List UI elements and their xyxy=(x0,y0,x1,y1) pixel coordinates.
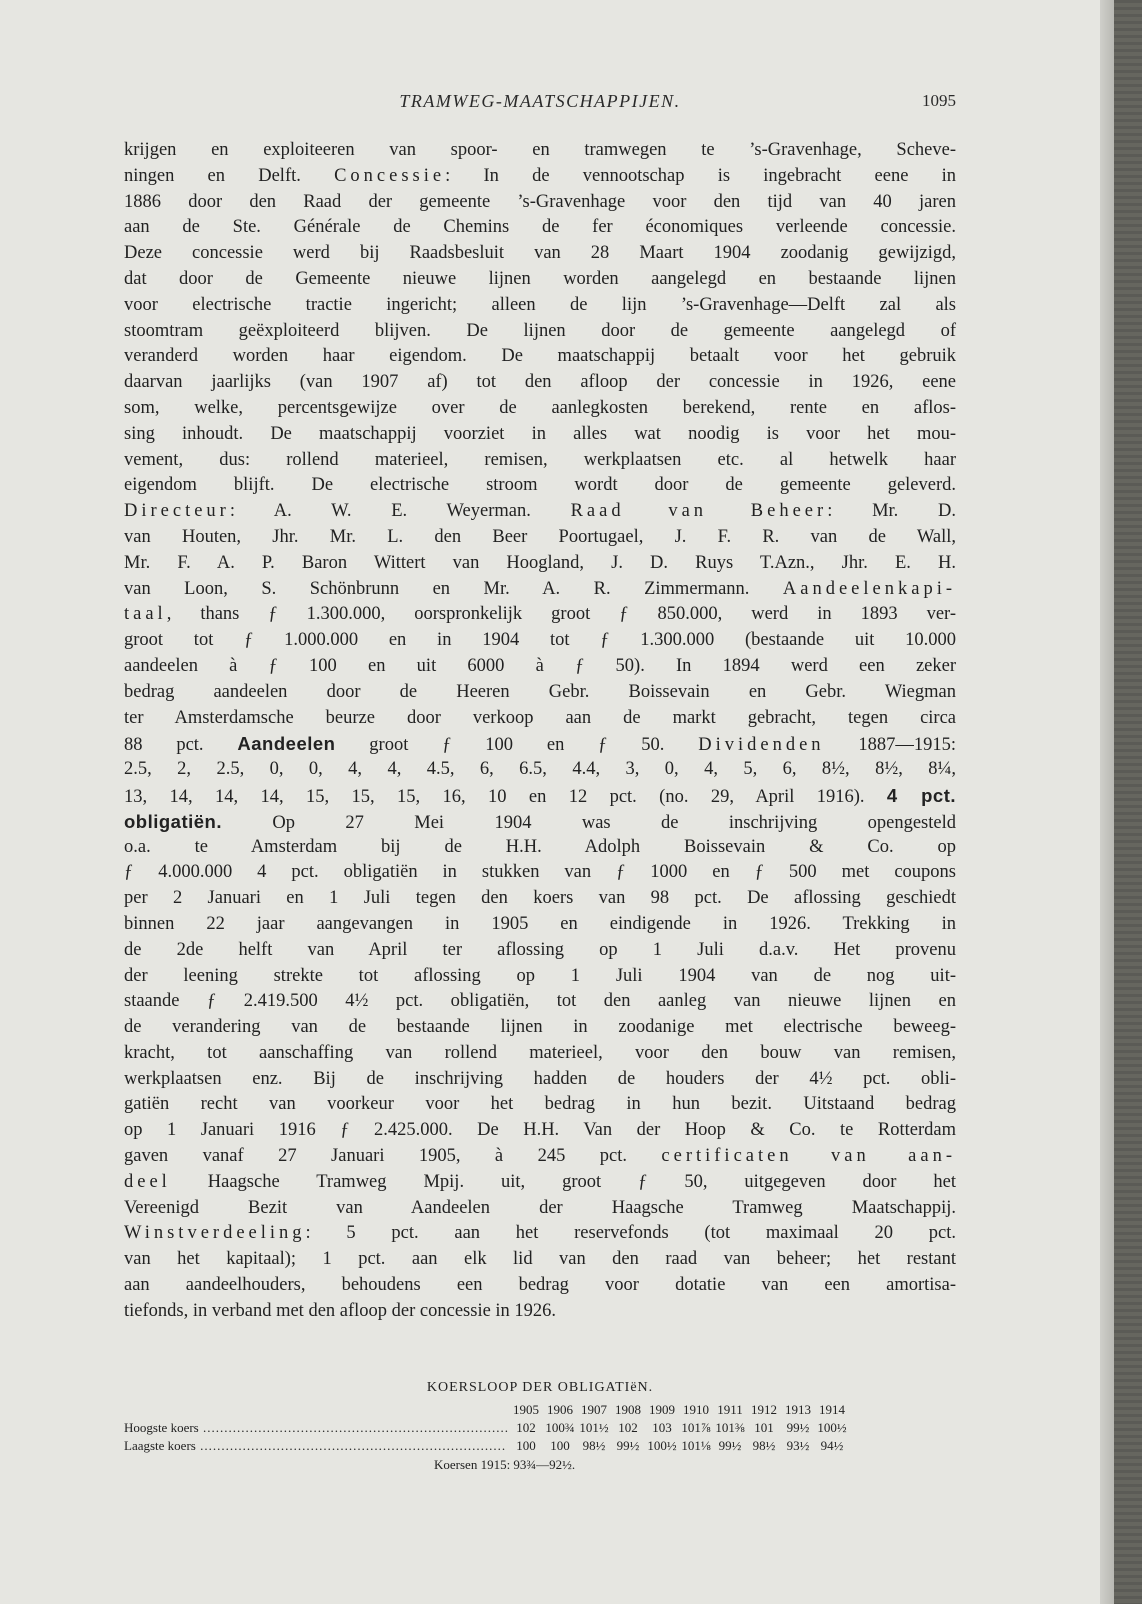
text-run: gatiën recht van voorkeur voor het bedrag in hun bezit. Uitstaand bedrag xyxy=(124,1094,956,1115)
text-run: vement, dus: rollend materieel, remisen, werkplaatsen etc. al hetwelk haar xyxy=(124,449,956,470)
text-line xyxy=(124,215,956,241)
text-line xyxy=(124,680,956,706)
text-line xyxy=(124,809,956,835)
text-run: gaven vanaf 27 Januari 1905, à 245 pct. xyxy=(124,1146,662,1167)
text-line xyxy=(124,344,956,370)
text-run: , thans ƒ 1.300.000, oorspronkelijk groot ƒ 850.000, werd in 1893 ver- xyxy=(166,604,956,625)
text-line xyxy=(124,551,956,577)
text-run: aan aandeelhouders, behoudens een bedrag voor dotatie van een amortisa- xyxy=(124,1275,956,1296)
table-cell: 101½ xyxy=(579,1420,609,1435)
text-run: kracht, tot aanschaffing van rollend materieel, voor den bouw van remisen, xyxy=(124,1042,956,1063)
text-run: staande ƒ 2.419.500 4½ pct. obligatiën, tot den aanleg van nieuwe lijnen en xyxy=(124,991,956,1012)
table-cell: 99½ xyxy=(718,1438,742,1453)
text-line xyxy=(124,938,956,964)
text-run: krijgen en exploiteeren van spoor- en tramwegen te ’s-Gravenhage, Scheve- xyxy=(124,140,956,160)
text-line xyxy=(124,1273,956,1299)
text-line xyxy=(124,190,956,216)
table-cell: 100½ xyxy=(817,1420,847,1435)
year-header: 1909 xyxy=(649,1402,675,1417)
text-line xyxy=(124,1221,956,1247)
text-run: 1887—1915: xyxy=(824,735,957,756)
koersloop-title: KOERSLOOP DER OBLIGATIëN. xyxy=(426,1380,654,1395)
year-header: 1905 xyxy=(513,1402,539,1417)
koersloop-table xyxy=(124,1402,849,1456)
text-run: 2.5, 2, 2.5, 0, 0, 4, 4, 4.5, 6, 6.5, 4.4, 3, 0, 4, 5, 6, 8½, 8½, 8¼, xyxy=(124,759,956,780)
table-cell: 101⅛ xyxy=(681,1438,711,1453)
row-label-text: Laagste koers xyxy=(124,1438,196,1453)
text-run: eigendom blijft. De electrische stroom wordt door de gemeente geleverd. xyxy=(124,475,956,496)
table-cell: 100½ xyxy=(647,1438,677,1453)
text-run: bedrag aandeelen door de Heeren Gebr. Boissevain en Gebr. Wiegman xyxy=(124,681,956,702)
leader-dots xyxy=(196,1438,506,1453)
table-row xyxy=(124,1438,849,1456)
text-run: van Houten, Jhr. Mr. L. den Beer Poortugael, J. F. R. van de Wall, xyxy=(124,526,956,547)
text-line xyxy=(124,783,956,809)
text-line xyxy=(124,525,956,551)
text-run: tiefonds, in verband met den afloop der concessie in 1926. xyxy=(124,1300,557,1321)
text-line xyxy=(124,654,956,680)
emphasis-text: certificaten van aan- xyxy=(661,1146,956,1167)
text-run: der leening strekte tot aflossing op 1 Juli 1904 van de nog uit- xyxy=(124,965,956,986)
text-line xyxy=(124,448,956,474)
emphasis-text: Aandeelen xyxy=(237,733,336,755)
year-header: 1908 xyxy=(615,1402,641,1417)
text-run: voor electrische tractie ingericht; alleen de lijn ’s-Gravenhage—Delft zal als xyxy=(124,294,956,315)
year-header: 1910 xyxy=(683,1402,709,1417)
text-line xyxy=(124,267,956,293)
text-run: binnen 22 jaar aangevangen in 1905 en eindigende in 1926. Trekking in xyxy=(124,913,956,934)
table-cell: 98½ xyxy=(582,1438,606,1453)
text-run: ningen en Delft. xyxy=(124,165,335,186)
table-cell: 102 xyxy=(516,1420,536,1435)
text-line xyxy=(124,577,956,603)
text-run: stoomtram geëxploiteerd blijven. De lijnen door de gemeente aangelegd of xyxy=(124,320,956,341)
koersloop-section xyxy=(124,1380,956,1473)
text-run: groot ƒ 100 en ƒ 50. xyxy=(335,735,699,756)
table-cell: 102 xyxy=(618,1420,638,1435)
text-line xyxy=(124,706,956,732)
text-line xyxy=(124,860,956,886)
text-run: Deze concessie werd bij Raadsbesluit van 28 Maart 1904 zoodanig gewijzigd, xyxy=(124,243,956,264)
text-run: o.a. te Amsterdam bij de H.H. Adolph Boissevain & Co. op xyxy=(124,836,956,857)
text-line xyxy=(124,422,956,448)
text-line xyxy=(124,473,956,499)
text-line xyxy=(124,989,956,1015)
text-run: de verandering van de bestaande lijnen in zoodanige met electrische beweeg- xyxy=(124,1017,956,1038)
text-line xyxy=(124,628,956,654)
year-header: 1906 xyxy=(547,1402,573,1417)
text-run: : Mr. D. xyxy=(827,501,957,522)
table-cell: 94½ xyxy=(820,1438,844,1453)
text-line xyxy=(124,293,956,319)
text-run: per 2 Januari en 1 Juli tegen den koers van 98 pct. De aflossing geschiedt xyxy=(124,888,956,909)
text-run: : 5 pct. aan het reservefonds (tot maximaal 20 pct. xyxy=(305,1223,956,1244)
koersloop-year-row xyxy=(124,1402,849,1420)
table-cell: 101 xyxy=(754,1420,774,1435)
text-line xyxy=(124,602,956,628)
text-run: 1886 door den Raad der gemeente ’s-Gravenhage voor den tijd van 40 jaren xyxy=(124,191,956,212)
emphasis-text: Raad van Beheer xyxy=(570,501,828,522)
table-row xyxy=(124,1420,849,1438)
text-run: groot tot ƒ 1.000.000 en in 1904 tot ƒ 1.300.000 (bestaande uit 10.000 xyxy=(124,630,956,651)
table-cell: 103 xyxy=(652,1420,672,1435)
text-line xyxy=(124,1015,956,1041)
table-cell: 99½ xyxy=(786,1420,810,1435)
text-line xyxy=(124,1170,956,1196)
table-cell: 101⅜ xyxy=(715,1420,745,1435)
text-run: van het kapitaal); 1 pct. aan elk lid van den raad van beheer; het restant xyxy=(124,1249,956,1270)
text-line xyxy=(124,1196,956,1222)
emphasis-text: Dividenden xyxy=(698,735,825,756)
koersloop-corner xyxy=(124,1402,509,1420)
text-run: van Loon, S. Schönbrunn en Mr. A. R. Zimmermann. xyxy=(124,578,783,599)
text-run: dat door de Gemeente nieuwe lijnen worden aangelegd en bestaande lijnen xyxy=(124,268,956,289)
text-line xyxy=(124,757,956,783)
running-title: TRAMWEG-MAATSCHAPPIJEN. xyxy=(399,91,681,111)
table-cell: 100 xyxy=(516,1438,536,1453)
emphasis-text: Winstverdeeling xyxy=(124,1223,306,1244)
text-run: som, welke, percentsgewijze over de aanlegkosten berekend, rente en aflos- xyxy=(124,397,956,418)
text-line xyxy=(124,1299,956,1325)
body-text xyxy=(124,138,956,1325)
text-line xyxy=(124,731,956,757)
text-line xyxy=(124,886,956,912)
text-line xyxy=(124,1118,956,1144)
emphasis-text: Aandeelenkapi- xyxy=(782,578,956,599)
text-run: sing inhoudt. De maatschappij voorziet in alles wat noodig is voor het mou- xyxy=(124,423,956,444)
year-header: 1914 xyxy=(819,1402,845,1417)
text-run: werkplaatsen enz. Bij de inschrijving hadden de houders der 4½ pct. obli- xyxy=(124,1068,956,1089)
table-cell: 100¾ xyxy=(545,1420,575,1435)
text-line xyxy=(124,319,956,345)
emphasis-text: Concessie xyxy=(334,165,446,186)
text-run: daarvan jaarlijks (van 1907 af) tot den afloop der concessie in 1926, eene xyxy=(124,372,956,393)
running-head xyxy=(124,91,956,115)
text-run: 13, 14, 14, 14, 15, 15, 15, 16, 10 en 12 pct. (no. 29, April 1916). xyxy=(124,786,887,807)
table-cell: 100 xyxy=(550,1438,570,1453)
text-run: Mr. F. A. P. Baron Wittert van Hoogland, J. D. Ruys T.Azn., Jhr. E. H. xyxy=(124,552,956,573)
text-run: ter Amsterdamsche beurze door verkoop aan de markt gebracht, tegen circa xyxy=(124,707,956,728)
year-header: 1912 xyxy=(751,1402,777,1417)
text-line xyxy=(124,1247,956,1273)
text-line xyxy=(124,396,956,422)
text-run: Op 27 Mei 1904 was de inschrijving opengesteld xyxy=(222,812,956,833)
text-line xyxy=(124,499,956,525)
text-line xyxy=(124,835,956,861)
year-header: 1907 xyxy=(581,1402,607,1417)
text-run: Haagsche Tramweg Mpij. uit, groot ƒ 50, uitgegeven door het xyxy=(170,1171,956,1192)
text-run: : In de vennootschap is ingebracht eene in xyxy=(445,165,957,186)
text-run: Vereenigd Bezit van Aandeelen der Haagsche Tramweg Maatschappij. xyxy=(124,1197,956,1218)
text-run: op 1 Januari 1916 ƒ 2.425.000. De H.H. Van der Hoop & Co. te Rotterdam xyxy=(124,1120,956,1141)
koersen-note: Koersen 1915: 93¾—92½. xyxy=(434,1457,576,1472)
row-label-text: Hoogste koers xyxy=(124,1420,199,1435)
emphasis-text: deel xyxy=(124,1171,171,1192)
emphasis-text: taal xyxy=(124,604,167,625)
emphasis-text: obligatiën. xyxy=(124,810,222,832)
table-cell: 93½ xyxy=(786,1438,810,1453)
row-label xyxy=(124,1420,509,1438)
emphasis-text: Directeur xyxy=(124,501,230,522)
book-spine xyxy=(1114,0,1142,1604)
text-run: ƒ 4.000.000 4 pct. obligatiën in stukken van ƒ 1000 en ƒ 500 met coupons xyxy=(124,862,956,883)
text-line xyxy=(124,1144,956,1170)
text-run: veranderd worden haar eigendom. De maatschappij betaalt voor het gebruik xyxy=(124,346,956,367)
page-number: 1095 xyxy=(922,91,956,110)
text-run: de 2de helft van April ter aflossing op 1 Juli d.a.v. Het provenu xyxy=(124,939,956,960)
text-line xyxy=(124,1067,956,1093)
table-cell: 101⅞ xyxy=(681,1420,711,1435)
year-header: 1911 xyxy=(717,1402,743,1417)
year-header: 1913 xyxy=(785,1402,811,1417)
text-run: 88 pct. xyxy=(124,735,238,756)
text-run: aan de Ste. Générale de Chemins de fer économiques verleende concessie. xyxy=(124,217,956,238)
text-run: aandeelen à ƒ 100 en uit 6000 à ƒ 50). In 1894 werd een zeker xyxy=(124,655,956,676)
text-line xyxy=(124,964,956,990)
text-line xyxy=(124,912,956,938)
text-line xyxy=(124,164,956,190)
text-line xyxy=(124,370,956,396)
leader-dots xyxy=(199,1420,509,1435)
text-line xyxy=(124,138,956,164)
table-cell: 98½ xyxy=(752,1438,776,1453)
table-cell: 99½ xyxy=(616,1438,640,1453)
text-line xyxy=(124,241,956,267)
text-run: : A. W. E. Weyerman. xyxy=(229,501,571,522)
row-label xyxy=(124,1438,509,1456)
text-line xyxy=(124,1092,956,1118)
text-line xyxy=(124,1041,956,1067)
emphasis-text: 4 pct. xyxy=(886,784,956,806)
